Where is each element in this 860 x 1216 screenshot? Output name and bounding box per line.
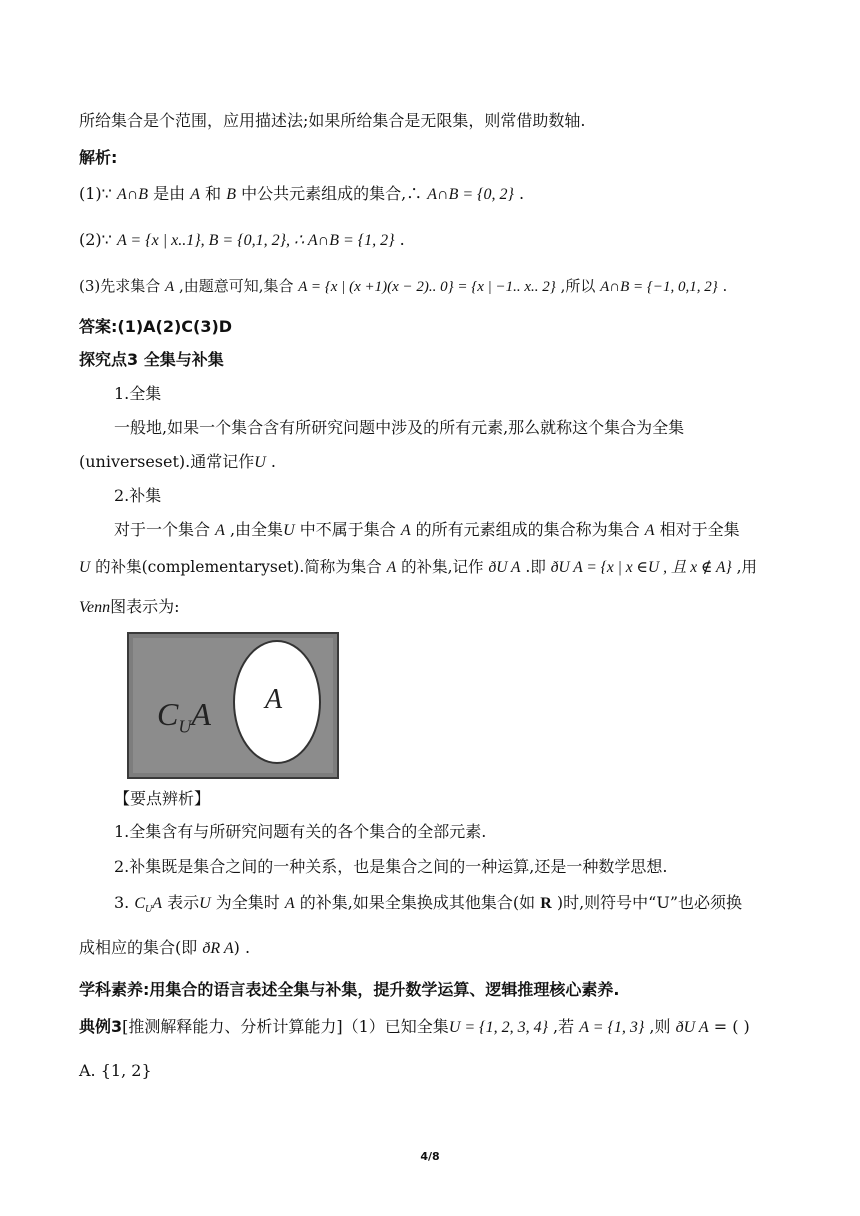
key-points-heading: 【要点辨析】 <box>114 789 211 808</box>
text-line-intro: 所给集合是个范围，应用描述法;如果所给集合是无限集，则常借助数轴. <box>79 111 586 130</box>
section-title: 探究点3 全集与补集 <box>79 350 224 369</box>
literacy-line: 学科素养:用集合的语言表述全集与补集，提升数学运算、逻辑推理核心素养. <box>79 980 620 999</box>
solution-2: (2)∵ A = {x | x..1}, B = {0,1, 2}, ∴ A∩B = {1, 2} . <box>79 230 405 249</box>
answer-line: 答案:(1)A(2)C(3)D <box>79 317 233 336</box>
key-point-1: 1.全集含有与所研究问题有关的各个集合的全部元素. <box>114 822 487 841</box>
complement-def-1: 对于一个集合 A ,由全集U 中不属于集合 A 的所有元素组成的集合称为集合 A 相对于全集 <box>114 520 740 539</box>
example-3: 典例3[推测解释能力、分析计算能力]（1）已知全集U = {1, 2, 3, 4} ,若 A = {1, 3} ,则 ðU A = ( ) <box>79 1017 750 1036</box>
solution-3: (3)先求集合 A ,由题意可知,集合 A = {x | (x +1)(x − 2).. 0} = {x | −1.. x.. 2} ,所以 A∩B = {−1, 0,1, 2} . <box>79 277 728 295</box>
subsection-universal-set: 1.全集 <box>114 384 162 403</box>
complement-def-2: U 的补集(complementaryset).简称为集合 A 的补集,记作 ðU A .即 ðU A = {x | x ∈U , 且 x ∉ A} ,用 <box>79 558 758 576</box>
subsection-complement: 2.补集 <box>114 486 162 505</box>
set-a-label: A <box>265 684 283 715</box>
complement-label: $C_UA$ <box>157 696 211 737</box>
venn-intro: Venn图表示为: <box>79 597 180 616</box>
key-point-3: 3. $C_UA$ 表示U 为全集时 A 的补集,如果全集换成其他集合(如 R )时,则符号中“U”也必须换 <box>114 893 743 916</box>
key-point-2: 2.补集既是集合之间的一种关系，也是集合之间的一种运算,还是一种数学思想. <box>114 857 668 876</box>
key-point-3-cont: 成相应的集合(即 ðR A) . <box>79 938 251 957</box>
universal-set-def-2: (universeset).通常记作U . <box>79 452 276 471</box>
venn-diagram <box>127 632 339 779</box>
option-a: A. {1, 2} <box>79 1061 152 1080</box>
universal-set-def-1: 一般地,如果一个集合含有所研究问题中涉及的所有元素,那么就称这个集合为全集 <box>114 418 685 437</box>
solution-1: (1)∵ A∩B 是由 A 和 B 中公共元素组成的集合,∴ A∩B = {0, 2} . <box>79 184 525 203</box>
page-number: 4/8 <box>420 1150 440 1163</box>
jiexi-heading: 解析: <box>79 148 118 167</box>
